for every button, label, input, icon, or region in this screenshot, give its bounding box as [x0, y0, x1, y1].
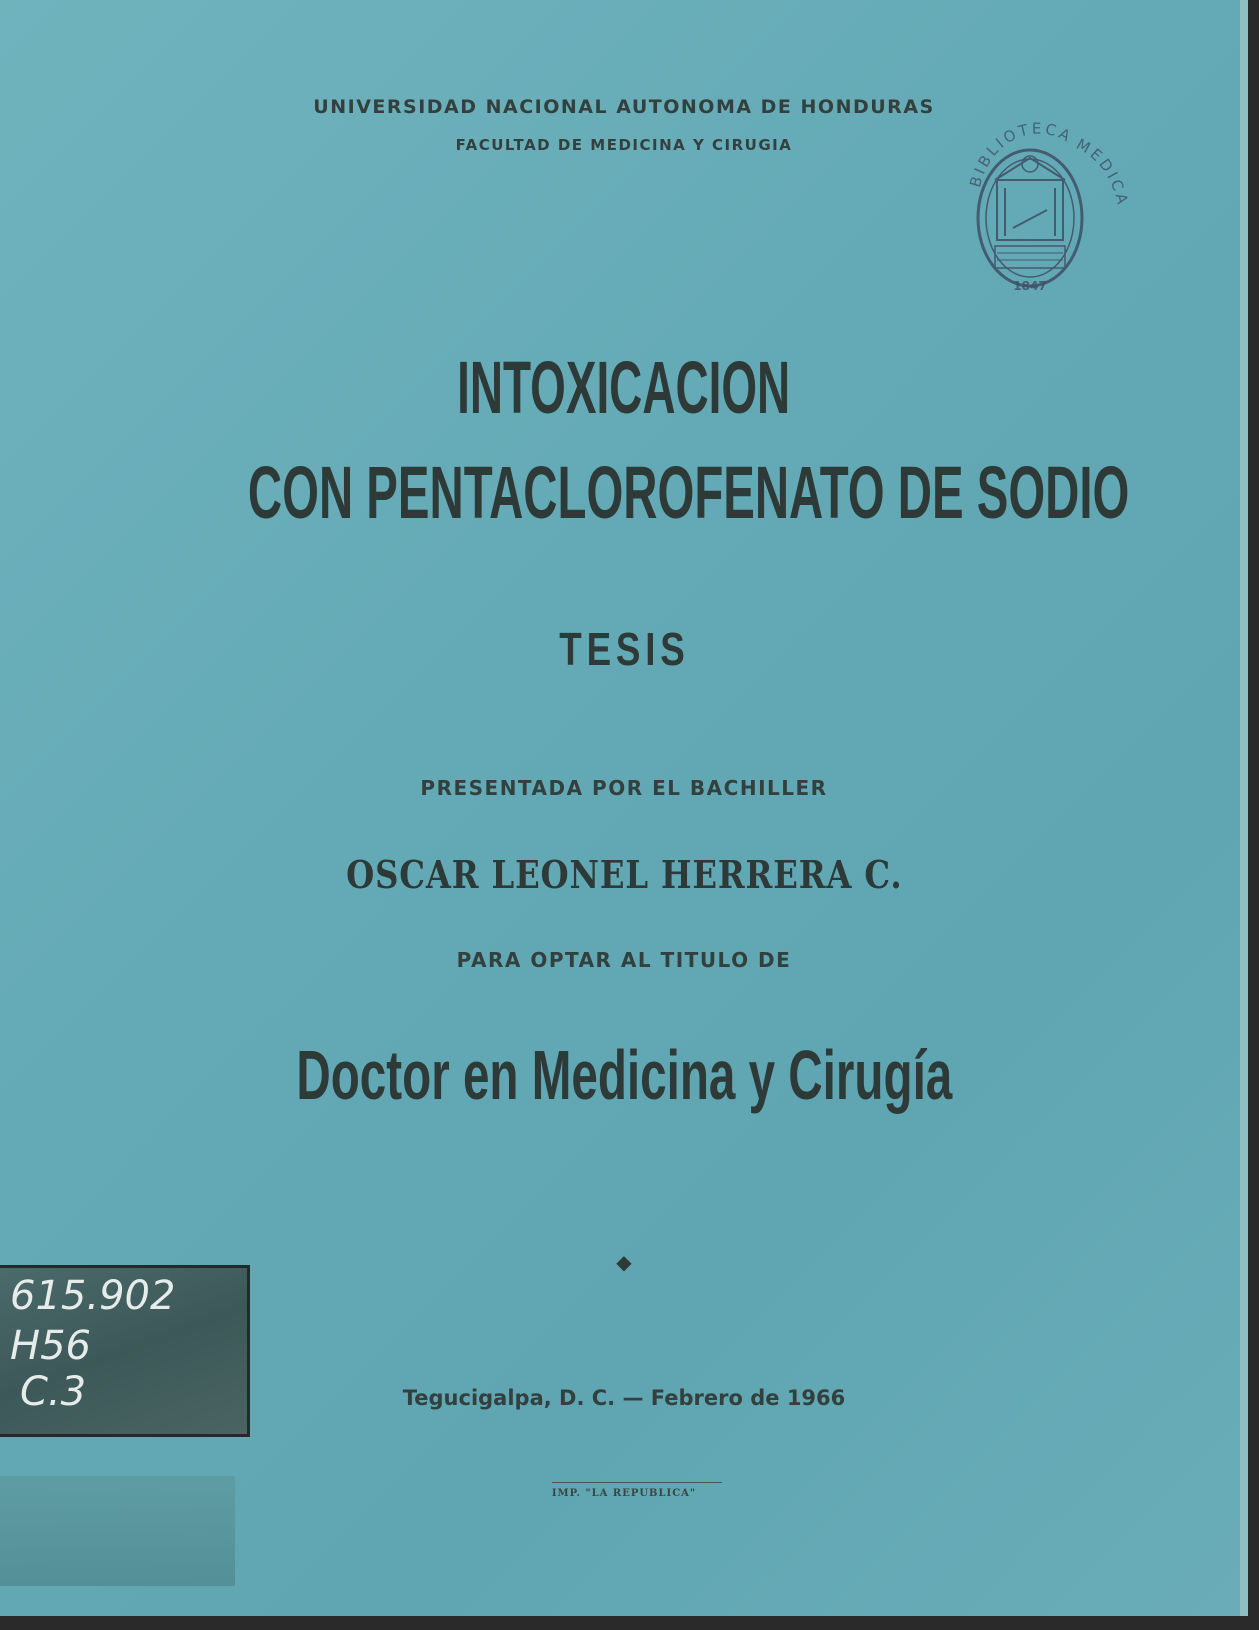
stamp-text-right: MEDICA: [1073, 135, 1133, 209]
university-name: UNIVERSIDAD NACIONAL AUTONOMA DE HONDURAS: [313, 96, 935, 118]
printer-divider: [552, 1482, 722, 1483]
stamp-year: 1847: [1013, 279, 1047, 293]
degree-title: Doctor en Medicina y Cirugía: [296, 1036, 952, 1114]
svg-text:BIBLIOTECA: [966, 120, 1076, 190]
call-number-label: [0, 1265, 250, 1437]
printer-imprint: IMP. "LA REPUBLICA": [551, 1488, 697, 1499]
title-line-2: CON PENTACLOROFENATO DE SODIO: [247, 451, 1130, 534]
presented-by: PRESENTADA POR EL BACHILLER: [420, 776, 828, 800]
stamp-text-top: BIBLIOTECA: [966, 119, 1076, 190]
worn-patch: [0, 1476, 235, 1586]
faculty-name: FACULTAD DE MEDICINA Y CIRUGIA: [455, 136, 793, 154]
page-edge: [1240, 0, 1248, 1616]
call-number-line-3: C.3: [20, 1369, 87, 1415]
call-number-line-2: H56: [10, 1323, 91, 1369]
diamond-ornament-icon: ◆: [616, 1250, 632, 1274]
author-name: OSCAR LEONEL HERRERA C.: [345, 852, 903, 897]
thesis-label: TESIS: [558, 623, 690, 675]
svg-text:MEDICA: [1073, 135, 1132, 208]
call-number-line-1: 615.902: [10, 1273, 176, 1319]
title-line-1: INTOXICACION: [457, 346, 791, 429]
library-stamp-icon: [955, 118, 1135, 318]
place-date: Tegucigalpa, D. C. — Febrero de 1966: [402, 1386, 846, 1410]
degree-intro: PARA OPTAR AL TITULO DE: [456, 948, 792, 972]
